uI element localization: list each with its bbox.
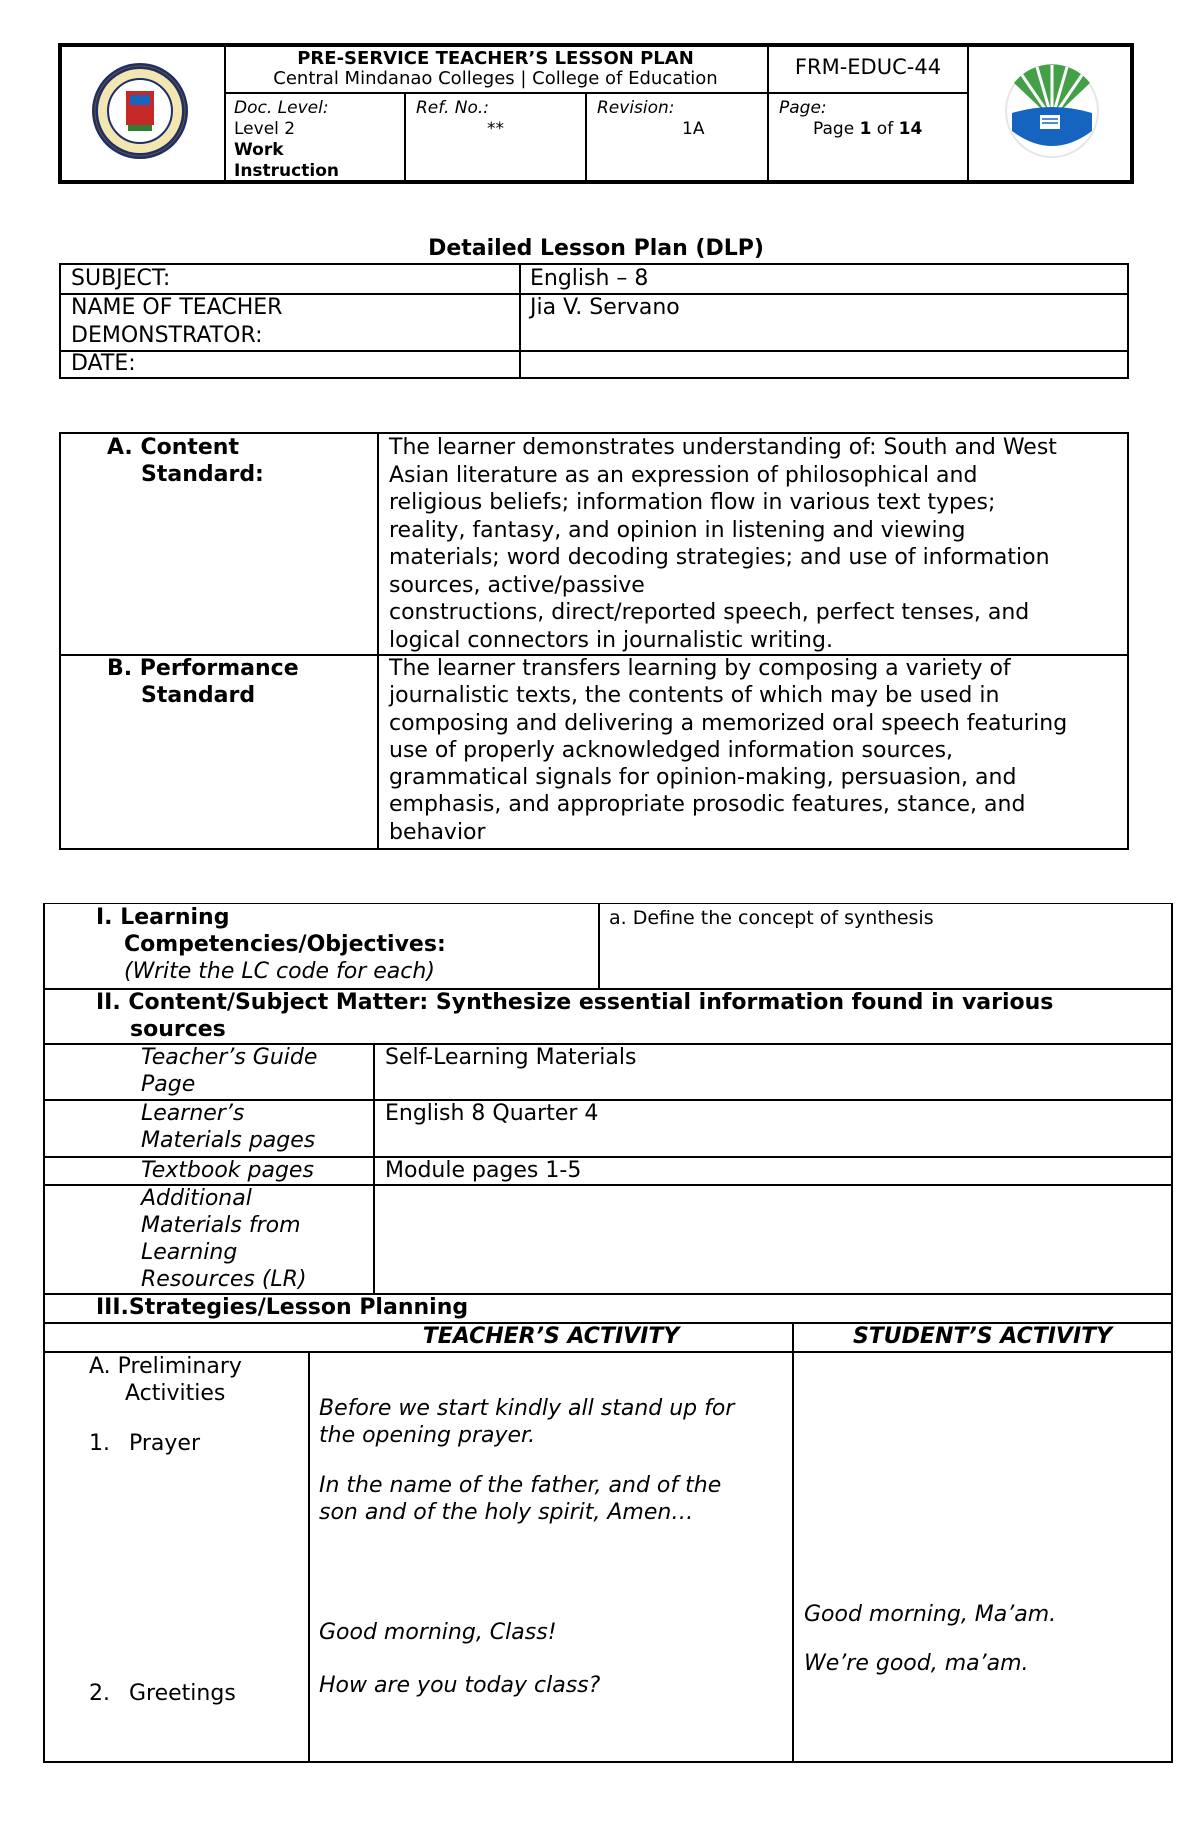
page-total: 14 [898,119,923,139]
subject-value: English – 8 [530,266,649,291]
content-standard-line: constructions, direct/reported speech, perfect tenses, and [389,600,1030,625]
revision-value: 1A [682,119,705,139]
page-mid: of [871,119,899,139]
content-heading [96,989,1053,1043]
materials-label-line: Materials from [141,1213,301,1238]
lc-label-1: I. Learning [96,905,230,930]
materials-label-line: Materials pages [141,1128,316,1153]
teacher-prayer-text [319,1472,721,1526]
teacher-line: son and of the holy spirit, Amen… [319,1500,694,1525]
ref-no-label: Ref. No.: [416,98,490,118]
content-standard-label-2: Standard: [141,462,264,487]
step-prayer-label: Prayer [129,1431,201,1456]
form-title: PRE-SERVICE TEACHER’S LESSON PLAN [297,48,694,69]
content-standard-line: religious beliefs; information flow in various text types; [389,490,996,515]
lesson-plan-table [43,903,1173,1763]
lc-label-2: Competencies/Objectives: [124,932,446,957]
step-greetings-prefix: 2. [89,1681,110,1706]
doc-level-label: Doc. Level: [234,98,329,118]
materials-label-learners [141,1100,315,1154]
materials-label-line: Resources (LR) [141,1267,307,1292]
teacher-prayer-instruction [319,1395,734,1449]
form-header [58,43,1134,184]
content-standard-line: The learner demonstrates understanding of: South and West [389,435,1057,460]
materials-label-line: Additional [141,1186,252,1211]
materials-value-teachers-guide: Self-Learning Materials [385,1045,637,1070]
page-number [813,119,922,139]
step-a-label-2: Activities [125,1381,226,1406]
materials-label-line: Textbook pages [141,1158,314,1183]
performance-standard-line: behavior [389,819,486,845]
student-greeting: Good morning, Ma’am. [804,1602,1057,1627]
teacher-question: How are you today class? [319,1673,601,1698]
teacher-line: In the name of the father, and of the [319,1473,722,1498]
materials-value-textbook: Module pages 1-5 [385,1158,582,1183]
teacher-line: Before we start kindly all stand up for [319,1396,735,1421]
performance-standard-line: emphasis, and appropriate prosodic features, stance, and [389,792,1026,818]
preliminary-activities [89,1353,242,1407]
page-label: Page: [779,98,827,118]
performance-standard-text [389,655,1067,846]
dlp-info-table [59,263,1129,379]
materials-label-line: Teacher’s Guide [141,1045,318,1070]
performance-standard-line: grammatical signals for opinion-making, persuasion, and [389,765,1017,791]
lc-value: a. Define the concept of synthesis [609,907,934,929]
step-prayer-prefix: 1. [89,1431,110,1456]
lc-label [96,904,446,985]
materials-label-teachers-guide [141,1044,317,1098]
subject-label: SUBJECT: [71,266,171,291]
step-prayer [89,1430,200,1457]
page-prefix: Page [813,119,860,139]
materials-label-line: Page [141,1072,196,1097]
doc-level-type: Work [234,140,284,160]
content-standard-label-1: A. Content [107,435,239,460]
student-answer: We’re good, ma’am. [804,1651,1029,1676]
content-standard-line: reality, fantasy, and opinion in listening and viewing [389,517,966,543]
performance-standard-line: use of properly acknowledged information sources, [389,737,954,763]
doc-level-type-2: Instruction [234,161,339,181]
content-standard-label [107,434,264,488]
performance-standard-label-2: Standard [141,683,256,708]
teacher-activity-header: TEACHER’S ACTIVITY [422,1324,680,1349]
teacher-label: NAME OF TEACHER DEMONSTRATOR: [71,295,283,348]
content-standard-line: materials; word decoding strategies; and use of information [389,545,1050,570]
step-greetings [89,1680,236,1707]
materials-label-textbook [141,1157,314,1184]
page-current: 1 [859,119,872,139]
date-label: DATE: [71,351,136,376]
institution-name: Central Mindanao Colleges | College of Education [273,68,718,89]
materials-value-learners: English 8 Quarter 4 [385,1101,599,1126]
content-heading-2: sources [130,1017,226,1042]
teacher-greeting: Good morning, Class! [319,1620,557,1645]
content-heading-1: II. Content/Subject Matter: Synthesize essential information found in various [96,990,1054,1015]
content-standard-text [389,434,1057,654]
performance-standard-label-1: B. Performance [107,656,299,681]
content-standard-line: sources, active/passive [389,572,645,598]
performance-standard-label [107,655,299,709]
teacher-line: the opening prayer. [319,1423,536,1448]
lc-label-3: (Write the LC code for each) [124,959,435,984]
step-greetings-label: Greetings [129,1681,236,1706]
performance-standard-line: journalistic texts, the contents of which may be used in [389,683,1000,709]
content-standard-line: logical connectors in journalistic writing. [389,627,833,653]
performance-standard-line: The learner transfers learning by composing a variety of [389,656,1011,681]
revision-label: Revision: [597,98,675,118]
college-seal-icon [90,61,190,161]
materials-label-additional [141,1185,307,1293]
student-activity-header: STUDENT’S ACTIVITY [852,1324,1113,1349]
materials-label-line: Learner’s [141,1101,245,1126]
materials-label-line: Learning [141,1240,238,1265]
content-standard-line: Asian literature as an expression of philosophical and [389,462,978,488]
doc-level-value: Level 2 [234,119,296,139]
strategies-heading: III.Strategies/Lesson Planning [96,1295,469,1320]
standards-table [59,432,1129,850]
dlp-title: Detailed Lesson Plan (DLP) [428,236,764,261]
ref-no-value: ** [487,119,504,139]
step-a-prefix: A. [89,1354,111,1379]
step-a-label: Preliminary [117,1354,242,1379]
education-logo-icon [1002,61,1102,161]
teacher-value: Jia V. Servano [530,295,680,320]
form-code: FRM-EDUC-44 [794,55,942,79]
performance-standard-line: composing and delivering a memorized oral speech featuring [389,710,1068,736]
